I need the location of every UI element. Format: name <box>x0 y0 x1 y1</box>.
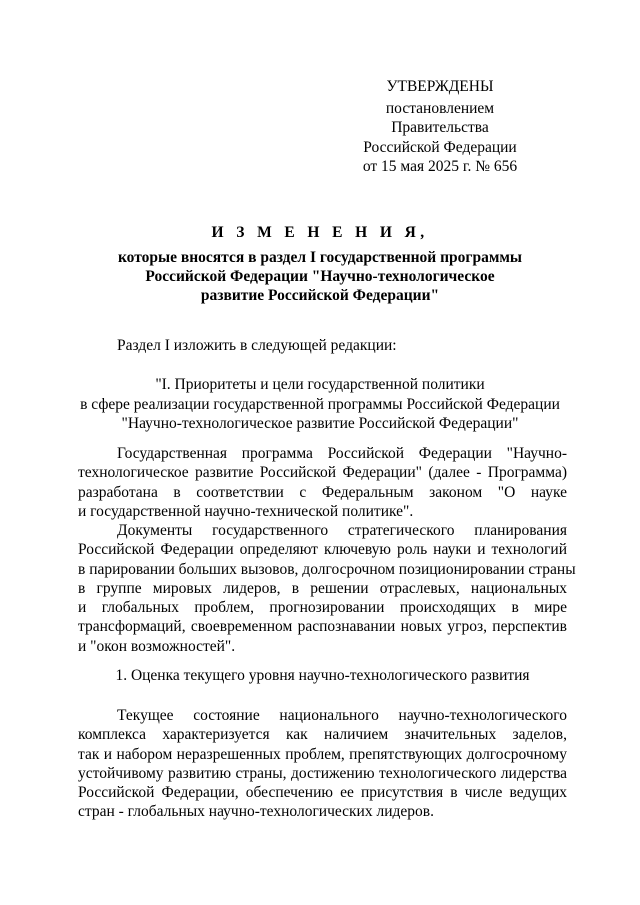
approval-title: УТВЕРЖДЕНЫ <box>386 78 494 95</box>
paragraph-line: Текущее состояние национального научно-технологического <box>117 707 567 724</box>
paragraph-line: и государственной научно-технической политике". <box>78 502 414 520</box>
section-title <box>60 375 580 434</box>
heading-line: Российской Федерации "Научно-технологическое <box>145 268 495 285</box>
section-title-line: в сфере реализации государственной программы Российской Федерации <box>80 395 560 413</box>
paragraph-line: и "окон возможностей". <box>78 637 236 655</box>
paragraph-line: и глобальных проблем, прогнозировании происходящих в мире <box>78 599 567 617</box>
paragraph-line: трансформаций, своевременном распознавании новых угроз, перспектив <box>78 618 567 636</box>
approval-date: от 15 мая 2025 г. № 656 <box>362 158 518 175</box>
heading-line: которые вносятся в раздел I государственной программы <box>117 249 523 266</box>
paragraph-line: так и набором неразрешенных проблем, препятствующих долгосрочному <box>78 745 567 763</box>
subsection-heading: 1. Оценка текущего уровня научно-технологического развития <box>115 667 530 684</box>
section-title-line: "I. Приоритеты и цели государственной политики <box>155 376 485 393</box>
paragraph-line: в парировании больших вызовов, долгосрочном позиционировании страны <box>78 560 576 578</box>
paragraph-line: устойчивому развитию страны, достижению технологического лидерства <box>78 764 567 782</box>
paragraph-1 <box>78 444 567 521</box>
paragraph-line: разработана в соответствии с Федеральным законом "О науке <box>78 483 567 501</box>
paragraph-line: Документы государственного стратегического планирования <box>117 522 567 539</box>
intro-text: Раздел I изложить в следующей редакции: <box>117 337 397 354</box>
paragraph-line: Российской Федерации, обеспечению ее присутствия в числе ведущих <box>78 784 567 802</box>
approval-line: Российской Федерации <box>363 138 517 156</box>
paragraph-2 <box>78 521 576 656</box>
paragraph-3 <box>78 706 567 822</box>
heading-line: развитие Российской Федерации" <box>200 287 440 304</box>
paragraph-line: Российской Федерации определяют ключевую роль науки и технологий <box>78 541 567 559</box>
approval-line: постановлением Правительства <box>385 99 495 136</box>
section-title-line: "Научно-технологическое развитие Российской Федерации" <box>121 415 519 432</box>
paragraph-line: Государственная программа Российской Федерации "Научно- <box>117 445 567 462</box>
paragraph-line: в группе мировых лидеров, в решении отраслевых, национальных <box>78 579 567 597</box>
paragraph-line: стран - глобальных научно-технологических лидеров. <box>78 803 434 821</box>
heading-title: И З М Е Н Е Н И Я, <box>211 224 429 241</box>
document-heading <box>80 223 560 305</box>
paragraph-line: комплекса характеризуется как наличием значительных заделов, <box>78 726 567 744</box>
paragraph-line: технологическое развитие Российской Федерации" (далее - Программа) <box>78 464 567 482</box>
approval-stamp <box>340 77 540 177</box>
